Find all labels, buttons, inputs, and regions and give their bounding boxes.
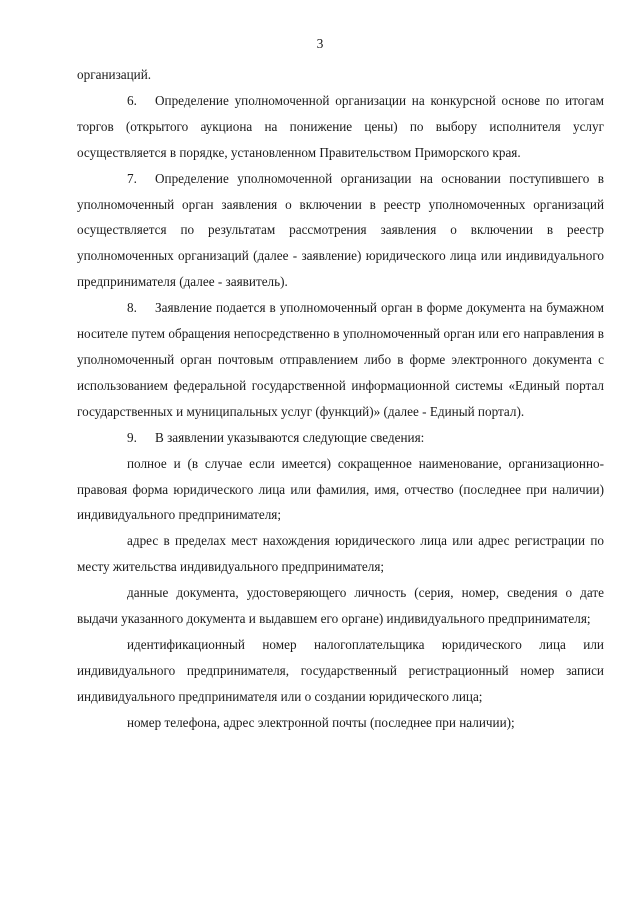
paragraph-text: идентификационный номер налогоплательщика юридического лица или индивидуального предпринимателя, государственный регистрационный номер записи индивидуального предпринимателя или о создании юридического лица; bbox=[77, 636, 604, 704]
paragraph-text: Определение уполномоченной организации на конкурсной основе по итогам торгов (открытого аукциона на понижение цены) по выбору исполнителя услуг осуществляется в порядке, установленном Правительством Приморского края. bbox=[77, 92, 604, 160]
list-item-address bbox=[77, 528, 604, 580]
page-number: 3 bbox=[316, 36, 324, 51]
list-item-tax-number bbox=[77, 632, 604, 710]
paragraph-text: адрес в пределах мест нахождения юридического лица или адрес регистрации по месту жительства индивидуального предпринимателя; bbox=[77, 533, 604, 575]
paragraph-number: 7. bbox=[127, 170, 137, 186]
paragraph-number: 9. bbox=[127, 429, 137, 445]
paragraph-text: В заявлении указываются следующие сведения: bbox=[155, 429, 425, 445]
paragraph-9 bbox=[77, 425, 604, 451]
paragraph-text: Заявление подается в уполномоченный орган в форме документа на бумажном носителе путем обращения непосредственно в уполномоченный орган или его направления в уполномоченный орган почтовым отправлением либо в форме электронного документа с использованием федеральной государственной информационной системы «Единый портал государственных и муниципальных услуг (функций)» (далее - Единый портал). bbox=[77, 300, 604, 419]
list-item-identity-document bbox=[77, 580, 604, 632]
paragraph-text: номер телефона, адрес электронной почты (последнее при наличии); bbox=[127, 714, 515, 730]
paragraph-text: полное и (в случае если имеется) сокращенное наименование, организационно-правовая форма юридического лица или фамилия, имя, отчество (последнее при наличии) индивидуального предпринимателя; bbox=[77, 455, 604, 523]
paragraph-number: 8. bbox=[127, 300, 137, 316]
paragraph-continuation bbox=[77, 62, 604, 88]
paragraph-text: Определение уполномоченной организации на основании поступившего в уполномоченный орган заявления о включении в реестр уполномоченных организаций осуществляется по результатам рассмотрения заявления о включении в реестр уполномоченных организаций (далее - заявление) юридического лица или индивидуального предпринимателя (далее - заявитель). bbox=[77, 170, 604, 290]
paragraph-6 bbox=[77, 88, 604, 166]
paragraph-text: организаций. bbox=[77, 67, 152, 82]
list-item-name bbox=[77, 451, 604, 529]
paragraph-7 bbox=[77, 166, 604, 296]
document-body bbox=[77, 62, 604, 736]
paragraph-text: данные документа, удостоверяющего личность (серия, номер, сведения о дате выдачи указанного документа и выдавшем его органе) индивидуального предпринимателя; bbox=[77, 585, 604, 627]
paragraph-8 bbox=[77, 295, 604, 425]
paragraph-number: 6. bbox=[127, 92, 137, 108]
list-item-contacts bbox=[77, 710, 604, 736]
